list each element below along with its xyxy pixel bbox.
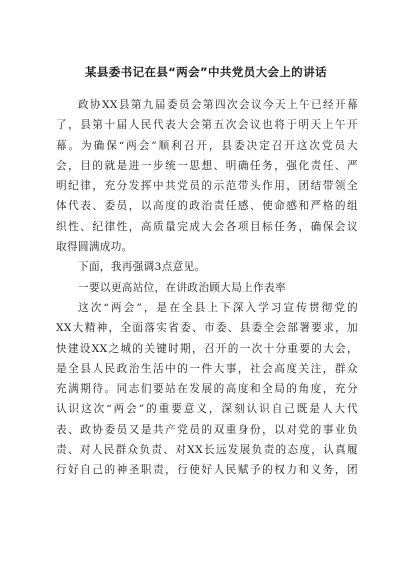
text-line: 表、政协委员又是共产党员的双重身份，以对党的事业负 (56, 423, 358, 436)
text-line: 充满期待。同志们要站在发展的高度和全局的角度，充分 (56, 383, 358, 396)
text-line: 责、对人民群众负责、对XX长远发展负责的态度，认真履 (56, 444, 358, 457)
text-line: 下面，我再强调3点意见。 (78, 261, 206, 274)
text-line: 织性、纪律性，高质量完成大会各项目标任务，确保会议 (56, 220, 358, 233)
text-line: 了，县第十届人民代表大会第五次会议也将于明天上午开 (56, 119, 358, 132)
text-line: 快建设XX之城的关键时期，召开的一次十分重要的大会， (56, 342, 358, 355)
text-line: 一要以更高站位，在讲政治顾大局上作表率 (78, 281, 286, 294)
text-line: XX大精神，全面落实省委、市委、县委全会部署要求，加 (56, 322, 358, 335)
text-line: 政协XX县第九届委员会第四次会议今天上午已经开幕 (78, 99, 358, 111)
text-line: 明纪律，充分发挥中共党员的示范带头作用，团结带领全 (56, 180, 358, 193)
text-line: 体代表、委员，以高度的政治责任感、使命感和严格的组 (56, 200, 358, 213)
text-line: 这次“两会”，是在全县上下深入学习宣传贯彻党的 (78, 301, 358, 314)
text-line: 认识这次“两会”的重要意义，深刻认识自己既是人大代 (56, 403, 358, 416)
text-line: 幕。为确保“两会”顺利召开，县委决定召开这次党员大 (56, 139, 358, 152)
text-line: 行好自己的神圣职责，行使好人民赋予的权力和义务，团 (56, 464, 358, 477)
document-body (56, 95, 358, 481)
text-line: 取得圆满成功。 (56, 241, 133, 254)
text-line: 是全县人民政治生活中的一件大事，社会高度关注，群众 (56, 362, 358, 375)
text-line: 会，目的就是进一步统一思想、明确任务，强化责任、严 (56, 159, 358, 172)
document-title: 某县委书记在县“两会”中共党员大会上的讲话 (84, 65, 327, 79)
